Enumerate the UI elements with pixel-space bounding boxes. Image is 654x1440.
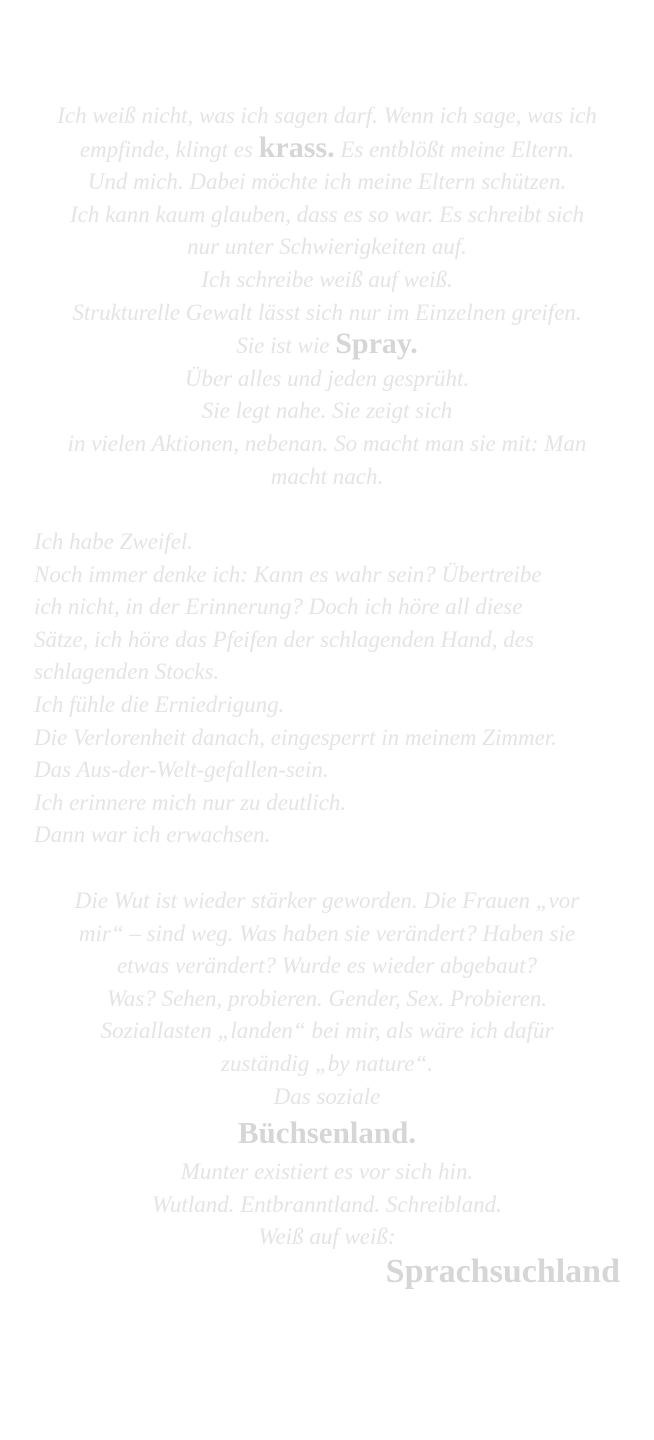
poem-line — [20, 130, 634, 167]
poem-line: etwas verändert? Wurde es wieder abgebaut? — [116, 953, 538, 979]
poem-line: Das soziale — [273, 1083, 381, 1109]
final-word-sprachsuchland: Sprachsuchland — [385, 1253, 620, 1290]
poem-line: Noch immer denke ich: Kann es wahr sein? Übertreibe — [34, 561, 542, 587]
poem-line: schlagenden Stocks. — [34, 659, 220, 685]
poem-line: Sätze, ich höre das Pfeifen der schlagenden Hand, des — [34, 626, 534, 652]
poem-line: Weiß auf weiß: — [258, 1224, 396, 1250]
poem-line: macht nach. — [270, 463, 384, 489]
poem-line: Ich schreibe weiß auf weiß. — [201, 266, 453, 292]
poem-line: Ich fühle die Erniedrigung. — [34, 691, 285, 717]
poem-line: Über alles und jeden gesprüht. — [184, 365, 470, 391]
poem-line: Dann war ich erwachsen. — [34, 822, 271, 848]
poem-line: Soziallasten „landen“ bei mir, als wäre ich dafür — [100, 1018, 554, 1044]
poem-text: Sie ist wie — [236, 333, 336, 359]
poem-line: mir“ – sind weg. Was haben sie verändert? Haben sie — [78, 920, 576, 946]
poem-line: Die Wut ist wieder stärker geworden. Die Frauen „vor — [74, 888, 580, 913]
poem-line: nur unter Schwierigkeiten auf. — [187, 234, 467, 260]
poem-line: zuständig „by nature“. — [221, 1050, 433, 1076]
emphasis-word-buechsenland: Büchsenland — [237, 1115, 409, 1151]
poem-line: Was? Sehen, probieren. Gender, Sex. Probieren. — [106, 985, 548, 1011]
poem-line: Munter existiert es vor sich hin. — [180, 1159, 474, 1185]
poem-line: Strukturelle Gewalt lässt sich nur im Einzelnen greifen. — [72, 299, 582, 325]
poem-line: ich nicht, in der Erinnerung? Doch ich höre all diese — [34, 594, 523, 620]
poem-text: empfinde, klingt es — [79, 136, 259, 162]
poem-line: Das Aus-der-Welt-gefallen-sein. — [34, 757, 329, 783]
poem-line: Ich erinnere mich nur zu deutlich. — [34, 789, 347, 815]
poem-text: Es entblößt meine Eltern. — [334, 136, 575, 162]
emphasis-word-spray: Spray. — [335, 327, 418, 361]
poem-line: Die Verlorenheit danach, eingesperrt in meinem Zimmer. — [34, 724, 557, 750]
poem-line: Ich habe Zweifel. — [34, 529, 194, 554]
poem-line: Wutland. Entbranntland. Schreibland. — [152, 1191, 502, 1217]
stanza-3 — [20, 885, 634, 1254]
poem-line — [20, 329, 634, 363]
poem-line: in vielen Aktionen, nebenan. So macht man sie mit: Man — [67, 430, 587, 456]
emphasis-word-krass: krass. — [258, 130, 335, 164]
stanza-1 — [20, 100, 634, 493]
poem-line: Und mich. Dabei möchte ich meine Eltern schützen. — [87, 169, 567, 195]
poem-line — [20, 1113, 634, 1156]
poem-line: Sie legt nahe. Sie zeigt sich — [201, 398, 453, 424]
stanza-2 — [34, 526, 634, 852]
poem-text: . — [408, 1115, 417, 1151]
poem-line: Ich kann kaum glauben, dass es so war. Es schreibt sich — [69, 201, 585, 227]
poem-line: Ich weiß nicht, was ich sagen darf. Wenn ich sage, was ich — [57, 103, 597, 128]
